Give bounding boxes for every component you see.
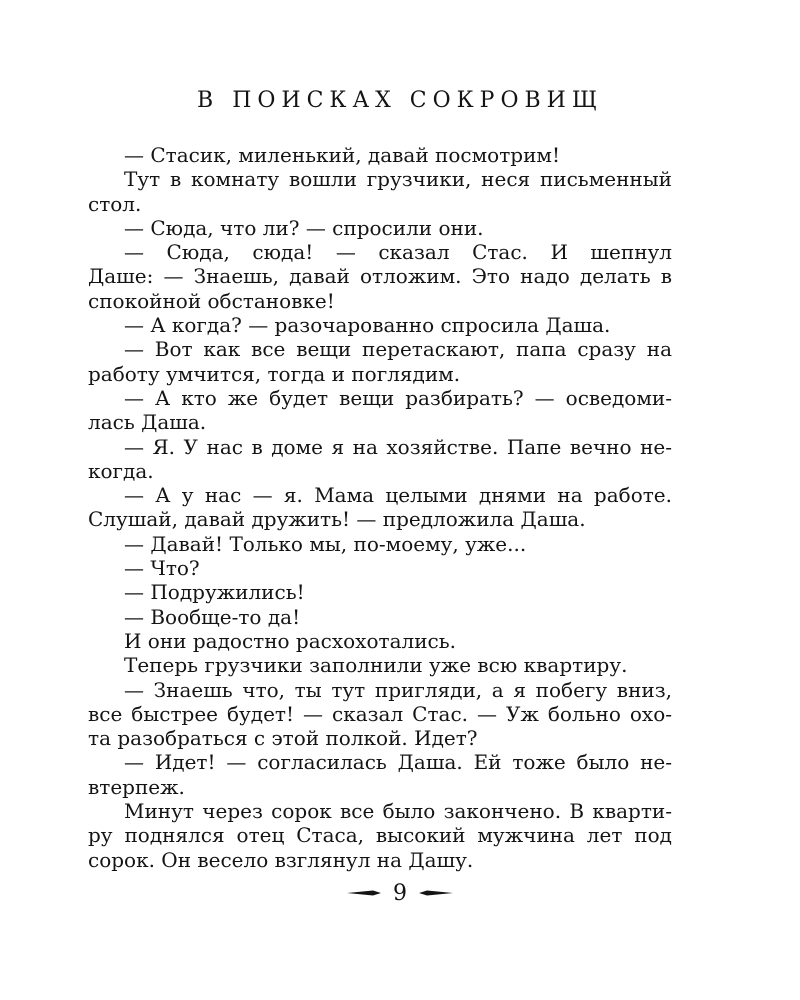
text-line: — А у нас — я. Мама целыми днями на работе.: [124, 483, 672, 508]
text-line: — Вообще-то да!: [124, 604, 301, 629]
text-line: — Что?: [124, 556, 200, 581]
text-line: Даше: — Знаешь, давай отложим. Это надо делать в: [88, 264, 672, 289]
text-line: И они радостно расхохотались.: [124, 628, 456, 653]
text-line: — Знаешь что, ты тут пригляди, а я побегу вниз,: [124, 677, 672, 702]
text-line: — А кто же будет вещи разбирать? — осведоми-: [124, 385, 672, 410]
text-line: работу умчится, тогда и поглядим.: [88, 361, 461, 386]
text-line: — Вот как все вещи перетаскают, папа сразу на: [124, 337, 672, 362]
text-line: ру поднялся отец Стаса, высокий мужчина лет под: [88, 823, 672, 848]
page-number-footer: [0, 878, 800, 908]
page-number: 9: [393, 880, 407, 906]
text-line: — Я. У нас в доме я на хозяйстве. Папе вечно не-: [124, 434, 672, 459]
body-text: [88, 143, 672, 872]
left-ornament-icon: [347, 889, 381, 897]
text-line: Тут в комнату вошли грузчики, неся письменный: [124, 167, 672, 192]
text-line: — Сюда, сюда! — сказал Стас. И шепнул: [124, 240, 672, 265]
text-line: — Сюда, что ли? — спросили они.: [124, 215, 484, 240]
text-line: Минут через сорок все было закончено. В кварти-: [124, 799, 672, 824]
text-line: — Идет! — согласилась Даша. Ей тоже было не-: [124, 750, 672, 775]
text-line: стол.: [88, 191, 142, 216]
right-ornament-icon: [419, 889, 453, 897]
text-line: спокойной обстановке!: [88, 288, 335, 313]
running-title: В ПОИСКАХ СОКРОВИЩ: [197, 88, 603, 113]
text-line: та разобраться с этой полкой. Идет?: [88, 726, 478, 751]
text-line: — Стасик, миленький, давай посмотрим!: [124, 143, 560, 167]
text-line: — А когда? — разочарованно спросила Даша.: [124, 313, 611, 338]
text-line: — Подружились!: [124, 580, 305, 605]
text-line: — Давай! Только мы, по-моему, уже...: [124, 531, 527, 556]
text-line: втерпеж.: [88, 774, 185, 799]
text-line: Слушай, давай дружить! — предложила Даша.: [88, 507, 586, 532]
text-line: когда.: [88, 458, 154, 483]
text-line: сорок. Он весело взглянул на Дашу.: [88, 847, 474, 872]
text-line: лась Даша.: [88, 410, 207, 435]
text-line: все быстрее будет! — сказал Стас. — Уж больно охо-: [88, 701, 672, 726]
text-line: Теперь грузчики заполнили уже всю квартиру.: [124, 653, 628, 678]
